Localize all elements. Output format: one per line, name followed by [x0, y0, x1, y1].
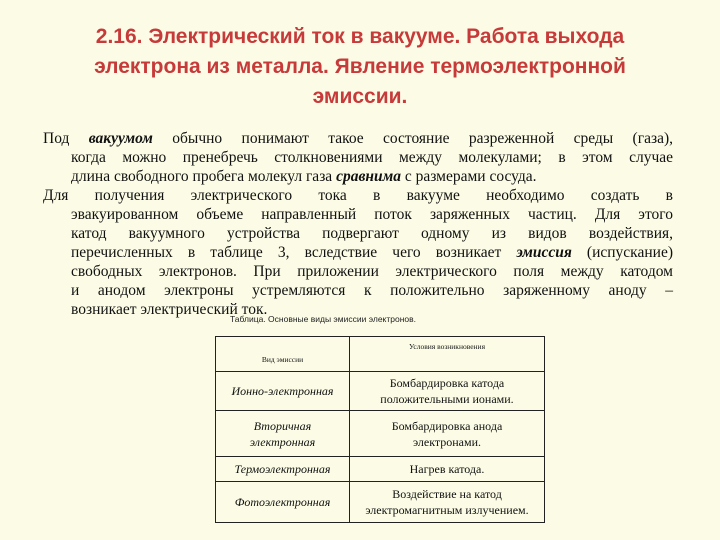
text-run: обычно понимают такое состояние разреженной среды (газа), [152, 130, 673, 147]
table-header-row [216, 337, 545, 372]
header-emission-type: Вид эмиссии [216, 337, 350, 372]
title-line-2: электрона из металла. Явление термоэлектронной [94, 55, 626, 78]
text-run: длина свободного пробега молекул газа [71, 168, 337, 185]
text-run: (испускание) [571, 244, 673, 261]
emphasis-term: эмиссия [516, 244, 572, 261]
emphasis-term: вакуумом [88, 130, 153, 147]
cell-text: Вторичная [253, 418, 312, 433]
table-row [216, 372, 545, 411]
title-line-3: эмиссии. [312, 85, 408, 108]
paragraph-vacuum-definition [43, 129, 673, 186]
condition-cell: Нагрев катода. [350, 457, 545, 482]
condition-cell [350, 411, 545, 457]
emission-types-table [215, 336, 545, 523]
cell-text: Бомбардировка анода [391, 418, 503, 433]
emission-type-cell [216, 411, 350, 457]
condition-cell [350, 372, 545, 411]
paragraph-line [43, 129, 673, 148]
cell-text: Воздействие на катод [392, 487, 502, 501]
table-row [216, 482, 545, 523]
condition-cell [350, 482, 545, 523]
paragraph-line: свободных электронов. При приложении электрического поля между катодом [71, 263, 673, 280]
table-row [216, 411, 545, 457]
paragraph-line: возникает электрический ток. [71, 301, 268, 318]
paragraph-current-in-vacuum [43, 186, 673, 319]
emission-type-cell: Фотоэлектронная [216, 482, 350, 523]
text-run: с размерами сосуда. [400, 168, 537, 185]
cell-text: электронная [249, 434, 316, 449]
cell-text: положительными ионами. [380, 392, 514, 406]
paragraph-line: эвакуированном объеме направленный поток заряженных частиц. Для этого [71, 206, 673, 223]
paragraph-line: Для получения электрического тока в вакууме необходимо создать в [43, 187, 673, 204]
table-caption: Таблица. Основные виды эмиссии электронов. [230, 314, 417, 324]
cell-text: электронами. [412, 434, 482, 449]
cell-text: электромагнитным излучением. [365, 503, 529, 517]
emphasis-term: сравнима [336, 168, 401, 185]
paragraph-line: когда можно пренебречь столкновениями между молекулами; в этом случае [71, 149, 673, 166]
emission-type-cell: Термоэлектронная [216, 457, 350, 482]
text-run: Под [43, 130, 89, 147]
table-row [216, 457, 545, 482]
paragraph-line [43, 167, 673, 186]
header-conditions: Условия возникновения [350, 337, 545, 372]
paragraph-line: и анодом электроны устремляются к положительно заряженному аноду – [71, 282, 673, 299]
title-line-1: 2.16. Электрический ток в вакууме. Работа выхода [95, 25, 625, 48]
paragraph-line [43, 243, 673, 262]
cell-text: Бомбардировка катода [389, 376, 505, 390]
paragraph-line: катод вакуумного устройства подвергают одному из видов воздействия, [71, 225, 673, 242]
emission-type-cell: Ионно-электронная [216, 372, 350, 411]
text-run: перечисленных в таблице 3, вследствие чего возникает [71, 244, 517, 261]
slide-title [40, 22, 680, 112]
